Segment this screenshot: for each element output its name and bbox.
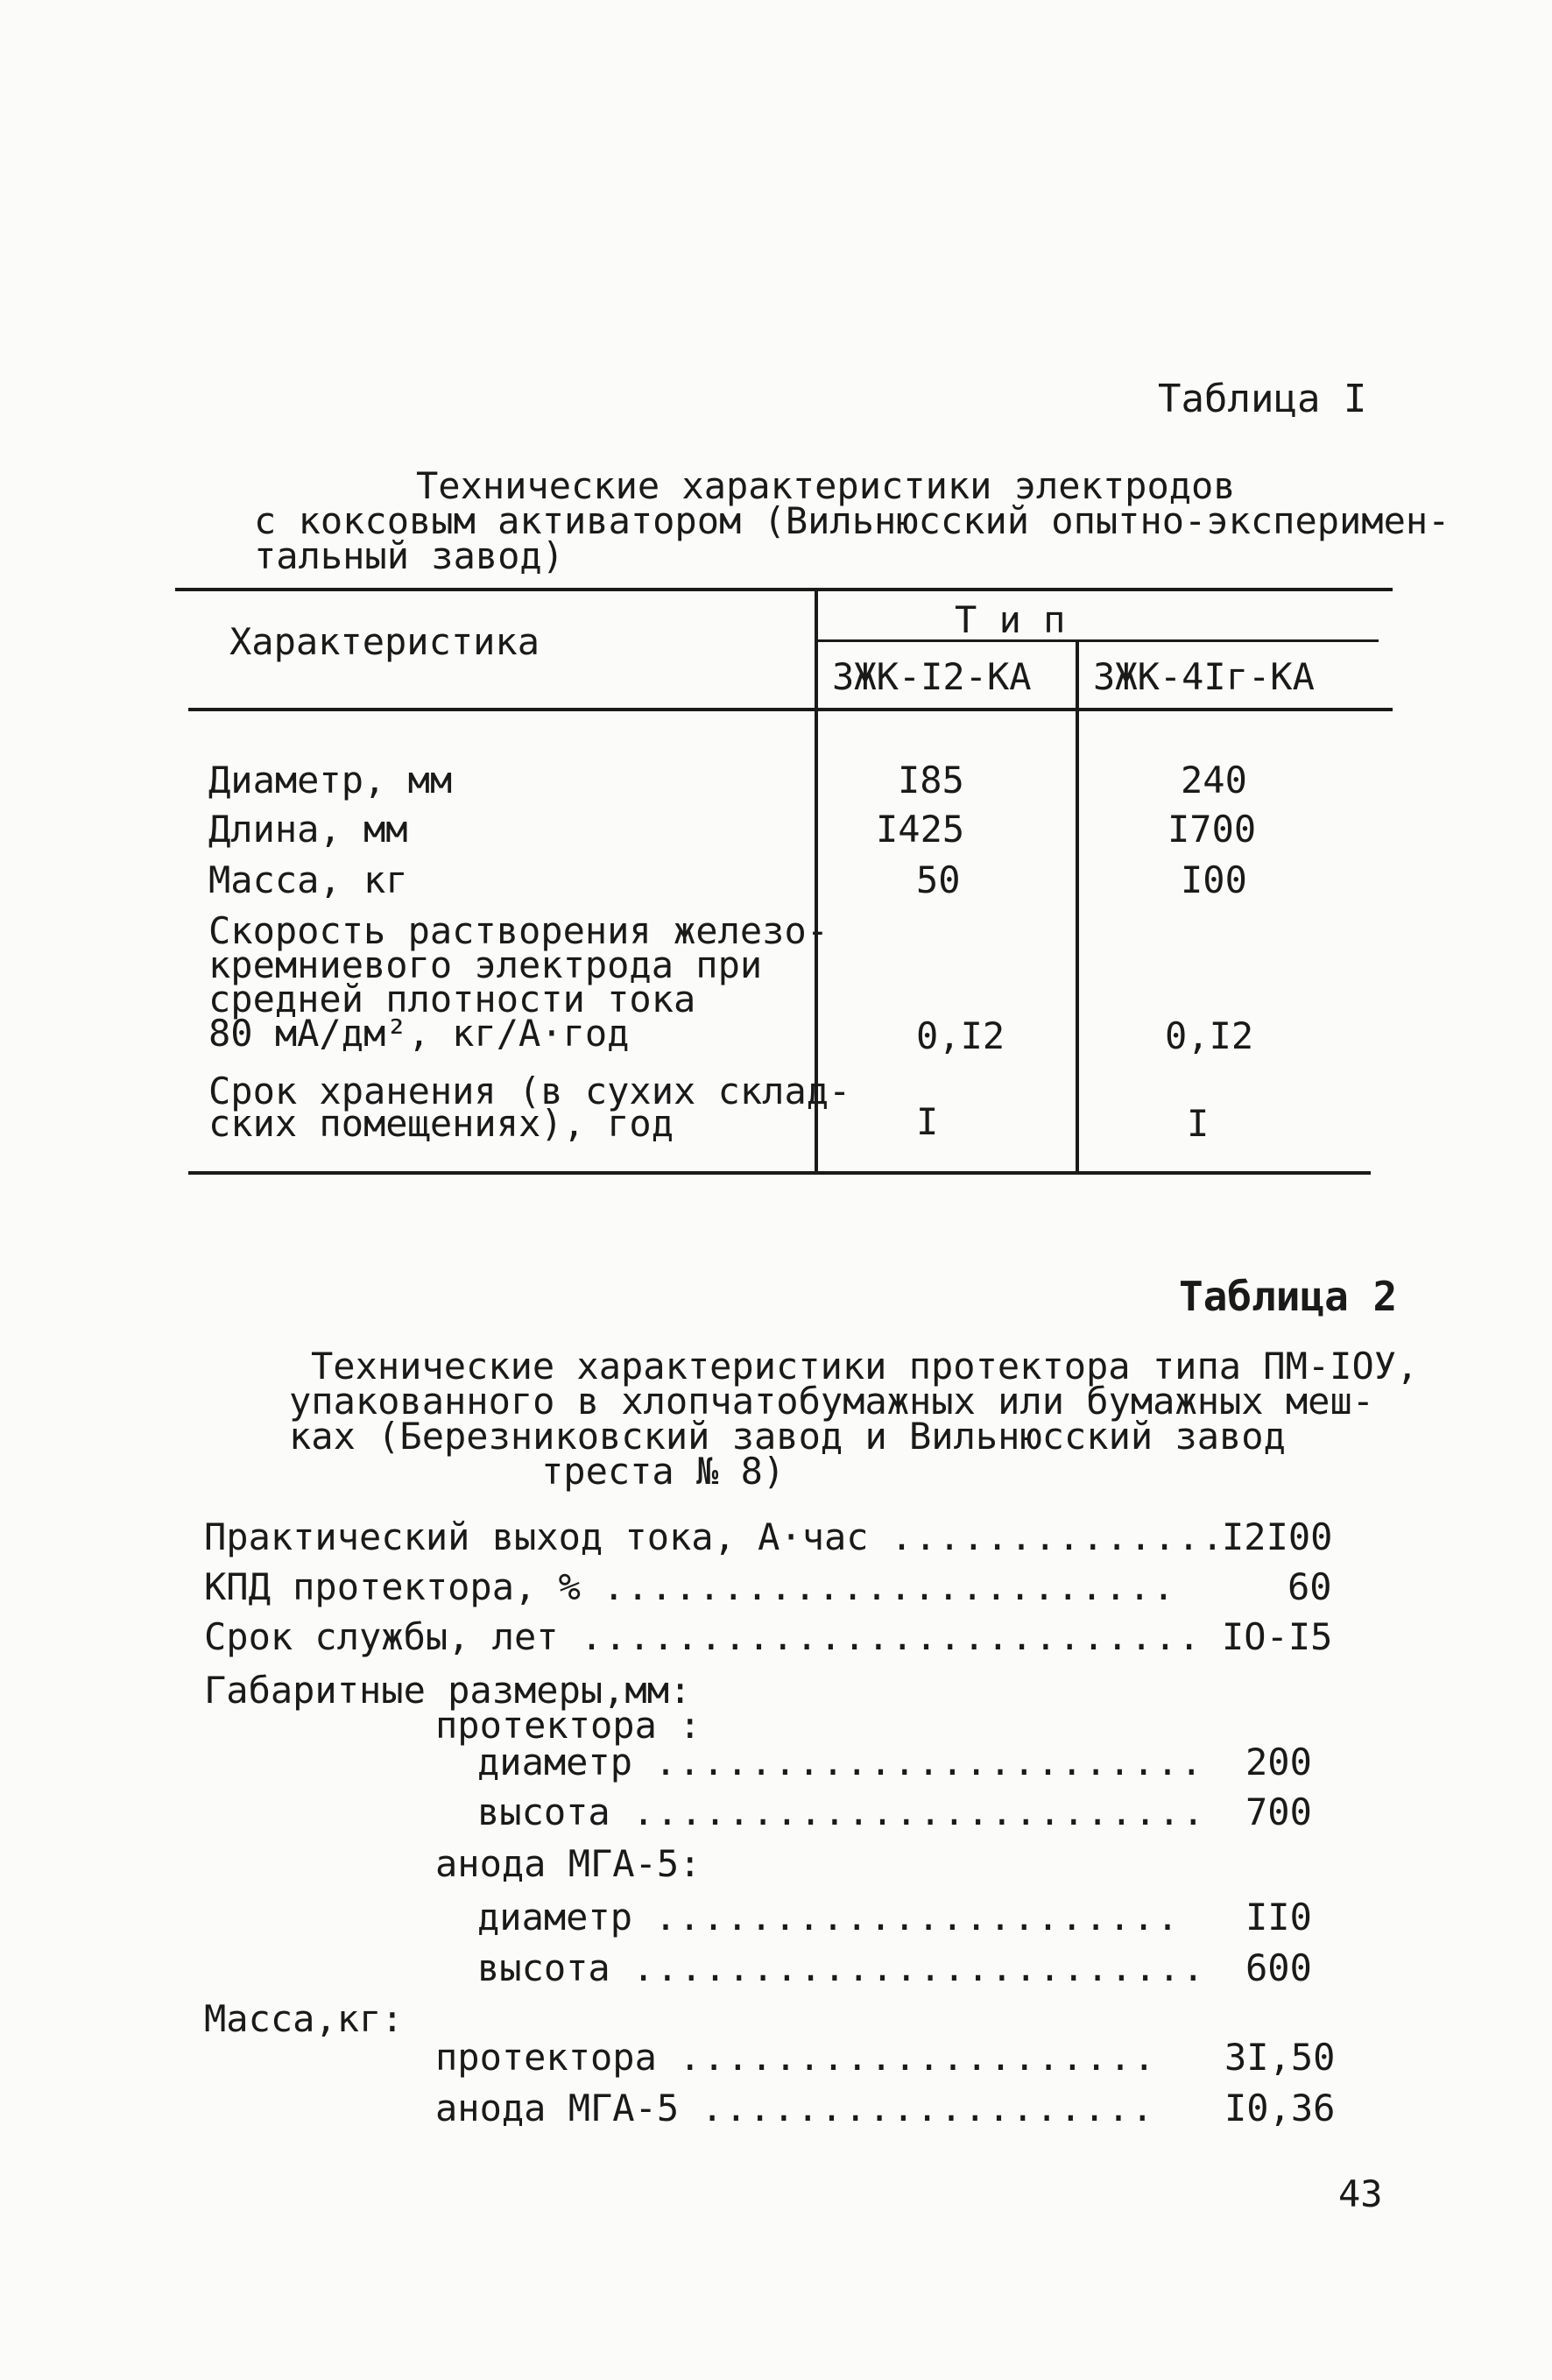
spec-service-life (204, 1615, 1202, 1658)
table1-row-label: Длина, мм (208, 808, 408, 851)
spec-mass-anode (435, 2087, 1155, 2129)
spec-leader: .................... (679, 2036, 1157, 2079)
table1-type-rule (816, 639, 1379, 642)
spec-label: диаметр (477, 1741, 633, 1783)
table1-row-label: 80 мА/дм², кг/А·год (208, 1012, 630, 1055)
table1-row-label: Скорость растворения железо- (208, 909, 829, 952)
table1-header-characteristic: Характеристика (229, 620, 540, 663)
table1-row-value-col1: I (916, 1100, 939, 1143)
spec-anode-heading (435, 1842, 701, 1885)
table1-bottom-rule (188, 1171, 1371, 1175)
spec-label: протектора : (435, 1704, 702, 1747)
table2-label: Таблица 2 (1179, 1273, 1398, 1320)
table1-row-value-col1: I425 (876, 808, 965, 851)
table1-row-value-col2: 0,I2 (1165, 1014, 1254, 1057)
table1-row-value-col2: I (1187, 1102, 1210, 1145)
spec-current-output (204, 1515, 1225, 1558)
spec-label: анода МГА-5 (435, 2087, 680, 2129)
table1-caption-line: Технические характеристики электродов (416, 464, 1236, 507)
table1-row-value-col2: 240 (1181, 759, 1247, 802)
spec-label: Масса,кг: (204, 1997, 404, 2040)
spec-mass-protector (435, 2036, 1157, 2079)
spec-leader: .......................... (580, 1615, 1203, 1658)
table1-header-rule (188, 708, 1393, 711)
spec-value: II0 (1245, 1896, 1312, 1939)
table1-header-type: Т и п (955, 598, 1066, 641)
table1-row-value-col2: I00 (1181, 858, 1247, 901)
table1-header-col2: ЗЖК-4Iг-КА (1093, 655, 1315, 698)
table1-caption-line: тальный завод) (254, 534, 565, 577)
spec-value: 600 (1245, 1946, 1312, 1989)
spec-value: 200 (1245, 1741, 1312, 1783)
spec-value: I2I00 (1222, 1515, 1333, 1558)
table1-header-col1: ЗЖК-I2-КА (832, 655, 1032, 698)
table1-col-divider-2 (1076, 639, 1079, 1175)
table2-caption-line: упакованного в хлопчатобумажных или бумажных меш- (289, 1380, 1375, 1423)
spec-label: анода МГА-5: (435, 1842, 702, 1885)
spec-leader: ...................... (654, 1896, 1181, 1939)
spec-efficiency (204, 1565, 1176, 1608)
spec-leader: ................... (701, 2087, 1155, 2129)
spec-anode-diameter (477, 1896, 1181, 1939)
table2-caption-line: треста № 8) (541, 1450, 786, 1493)
spec-label: высота (477, 1946, 610, 1989)
spec-label: Срок службы, лет (204, 1615, 559, 1658)
table1-row-value-col1: I85 (898, 759, 964, 802)
spec-label: Габаритные размеры,мм: (204, 1669, 692, 1712)
spec-label: высота (477, 1790, 610, 1833)
spec-value: 60 (1287, 1565, 1332, 1608)
spec-value: 3I,50 (1224, 2036, 1336, 2079)
spec-label: КПД протектора, % (204, 1565, 581, 1608)
table1-row-value-col1: 0,I2 (916, 1014, 1005, 1057)
spec-label: диаметр (477, 1896, 633, 1939)
spec-protector-height (477, 1790, 1206, 1833)
spec-leader: ........................ (632, 1946, 1206, 1989)
table2-caption-line: ках (Березниковский завод и Вильнюсский завод (289, 1415, 1286, 1458)
table1-caption-line: с коксовым активатором (Вильнюсский опытно-эксперимен- (254, 499, 1450, 542)
page-number: 43 (1338, 2172, 1383, 2215)
table1-row-label: кремниевого электрода при (208, 943, 763, 986)
table1-row-label: ских помещениях), год (208, 1102, 674, 1145)
spec-value: IO-I5 (1222, 1615, 1333, 1658)
table2-caption-line: Технические характеристики протектора типа ПМ-IOУ, (311, 1345, 1419, 1388)
spec-label: протектора (435, 2036, 657, 2079)
spec-anode-height (477, 1946, 1206, 1989)
table1-top-rule (175, 588, 1393, 591)
table1-row-label: Срок хранения (в сухих склад- (208, 1070, 851, 1112)
spec-value: 700 (1245, 1790, 1312, 1833)
table1-row-value-col1: 50 (916, 858, 961, 901)
spec-leader: ....................... (654, 1741, 1204, 1783)
spec-leader: ........................ (603, 1565, 1177, 1608)
spec-mass-heading (204, 1997, 404, 2040)
table1-row-label: Масса, кг (208, 858, 408, 901)
table1-row-label: средней плотности тока (208, 978, 696, 1021)
table1-label: Таблица I (1158, 377, 1367, 421)
spec-label: Практический выход тока, А·час (204, 1515, 869, 1558)
spec-leader: ........................ (632, 1790, 1206, 1833)
table1-row-value-col2: I700 (1168, 808, 1257, 851)
spec-leader: .............. (890, 1515, 1225, 1558)
spec-protector-diameter (477, 1741, 1204, 1783)
table1-row-label: Диаметр, мм (208, 759, 453, 802)
spec-value: I0,36 (1224, 2087, 1336, 2129)
